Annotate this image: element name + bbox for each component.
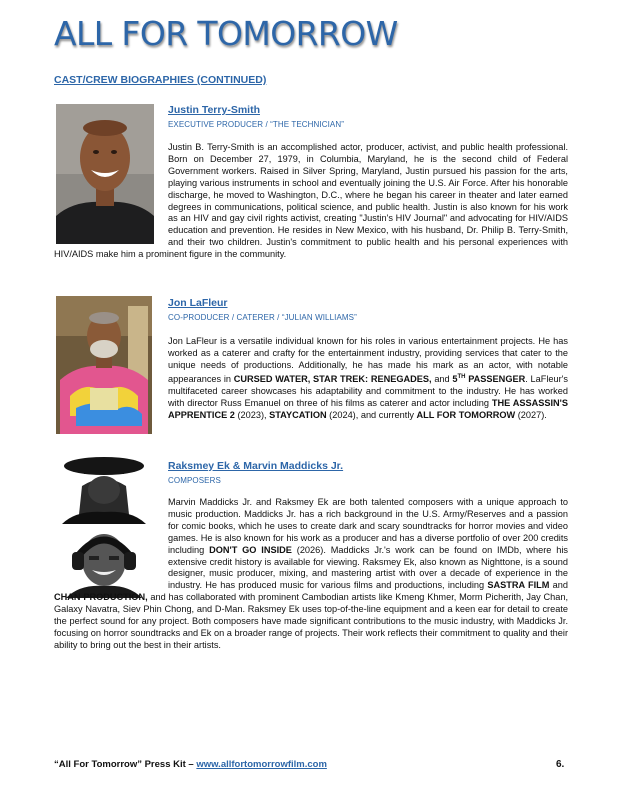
footer: [54, 759, 327, 770]
bio-text-run: (2023),: [234, 409, 270, 420]
bio-text-run: SASTRA FILM: [487, 580, 550, 591]
bio-text-run: 5: [452, 373, 458, 384]
bio-text-run: and: [431, 373, 453, 384]
bio-text-run: TH: [457, 373, 466, 380]
bio-text-run: Jon LaFleur is a versatile individual known for his roles in various entertainment projects. He has worked as a caterer and crafty for the entertainment industry, providing services that cater to the unique needs of productions. Additionally, he has made his mark as an actor, with notable appearances in: [168, 336, 568, 384]
bio-text-run: STAYCATION: [269, 409, 327, 420]
justin-terry-smith-bio: [54, 142, 568, 261]
bio-text-run: and: [549, 580, 568, 591]
composers-role: COMPOSERS: [168, 476, 221, 485]
jon-lafleur-bio: [54, 336, 568, 440]
bio-text-run: . LaFleur's multifaceted career showcases his adaptability and commitment to the industry. He has worked with director Russ Emanuel on three of his films as caterer and actor including: [168, 373, 569, 408]
bio-text-run: (2024), and currently: [326, 409, 417, 420]
page-number: 6.: [556, 759, 565, 770]
jon-lafleur-role: CO-PRODUCER / CATERER / “JULIAN WILLIAMS”: [168, 313, 357, 322]
jon-lafleur-bio-text: [168, 336, 568, 420]
composers-name: Raksmey Ek & Marvin Maddicks Jr.: [168, 460, 344, 472]
justin-terry-smith-name: Justin Terry-Smith: [168, 104, 260, 116]
page-title: ALL FOR TOMORROW: [54, 14, 398, 53]
bio-text-run: THE ASSASSIN'S APPRENTICE 2: [168, 397, 568, 420]
bio-text-run: (2027).: [515, 409, 547, 420]
bio-text-run: and has collaborated with prominent Cambodian artists like Kmeng Khmer, Morm Picherith, Jay Chan, Galaxy Navatra, Siev Phin Chong, and D-Man. Raksmey Ek uses top-of-the-line equipment and a keen ear for detail to create the perfect sound for any project. Both composers have made significant contributions to the music industry, with Maddicks Jr. focusing on horror soundtracks and Ek on a broader range of projects. Their work reflects their commitment to quality and their ability to bring out the best in their artists.: [54, 592, 568, 650]
jon-lafleur-name: Jon LaFleur: [168, 297, 228, 309]
bio-text-run: (2026). Maddicks Jr.'s work can be found on IMDb, where his extensive credit history is available for viewing. Raksmey Ek, also known as Nighttone, is a sound designer, music producer, mixing, and mastering artist with over a decade of experience in the industry. He has produced music for various films and productions, including: [168, 544, 568, 591]
bio-text-run: DON'T GO INSIDE: [209, 544, 292, 555]
bio-text-run: PASSENGER: [465, 373, 526, 384]
composers-bio: [54, 497, 568, 652]
bio-text-run: CHAN PRODUCTION,: [54, 592, 148, 603]
bio-text-run: ALL FOR TOMORROW: [416, 409, 516, 420]
bio-text-run: Justin B. Terry-Smith is an accomplished actor, producer, activist, and public health professional. Born on December 27, 1979, in Columbia, Maryland, he is the second child of Federal Government workers. Raised in Silver Spring, Maryland, Justin pursued his passion for the arts, playing various instruments in school and eventually joining the U.S. Air Force. After his honorable discharge, he moved to Washington, D.C., where he began his career in theater and later earned degrees in communications, political science, and public health. Justin is also known for his work as an HIV and gay civil rights activist, creating "Justin's HIV Journal" and advocating for HIV/AIDS education and prevention. He resides in New Mexico, with his husband, Dr. Philip B. Terry-Smith, and their two children. Justin's commitment to public health and his personal experiences with HIV/AIDS make him a prominent figure in the community.: [54, 142, 568, 260]
bio-text-run: Marvin Maddicks Jr. and Raksmey Ek are both talented composers with a unique approach to music production. Maddicks Jr. has a rich background in the U.S. Army/Reserves and a passion for comic books, which he uses to create dark and scary soundtracks for horror movies and video games. He is also known for his work as a producer and has a diverse portfolio of over 200 credits including: [168, 497, 568, 555]
website-link[interactable]: www.allfortomorrowfilm.com: [196, 759, 327, 770]
section-heading: CAST/CREW BIOGRAPHIES (CONTINUED): [54, 74, 267, 86]
bio-text-run: CURSED WATER, STAR TREK: RENEGADES,: [233, 373, 432, 384]
justin-terry-smith-role: EXECUTIVE PRODUCER / “THE TECHNICIAN”: [168, 120, 345, 129]
footer-press-kit: “All For Tomorrow” Press Kit –: [54, 759, 197, 770]
